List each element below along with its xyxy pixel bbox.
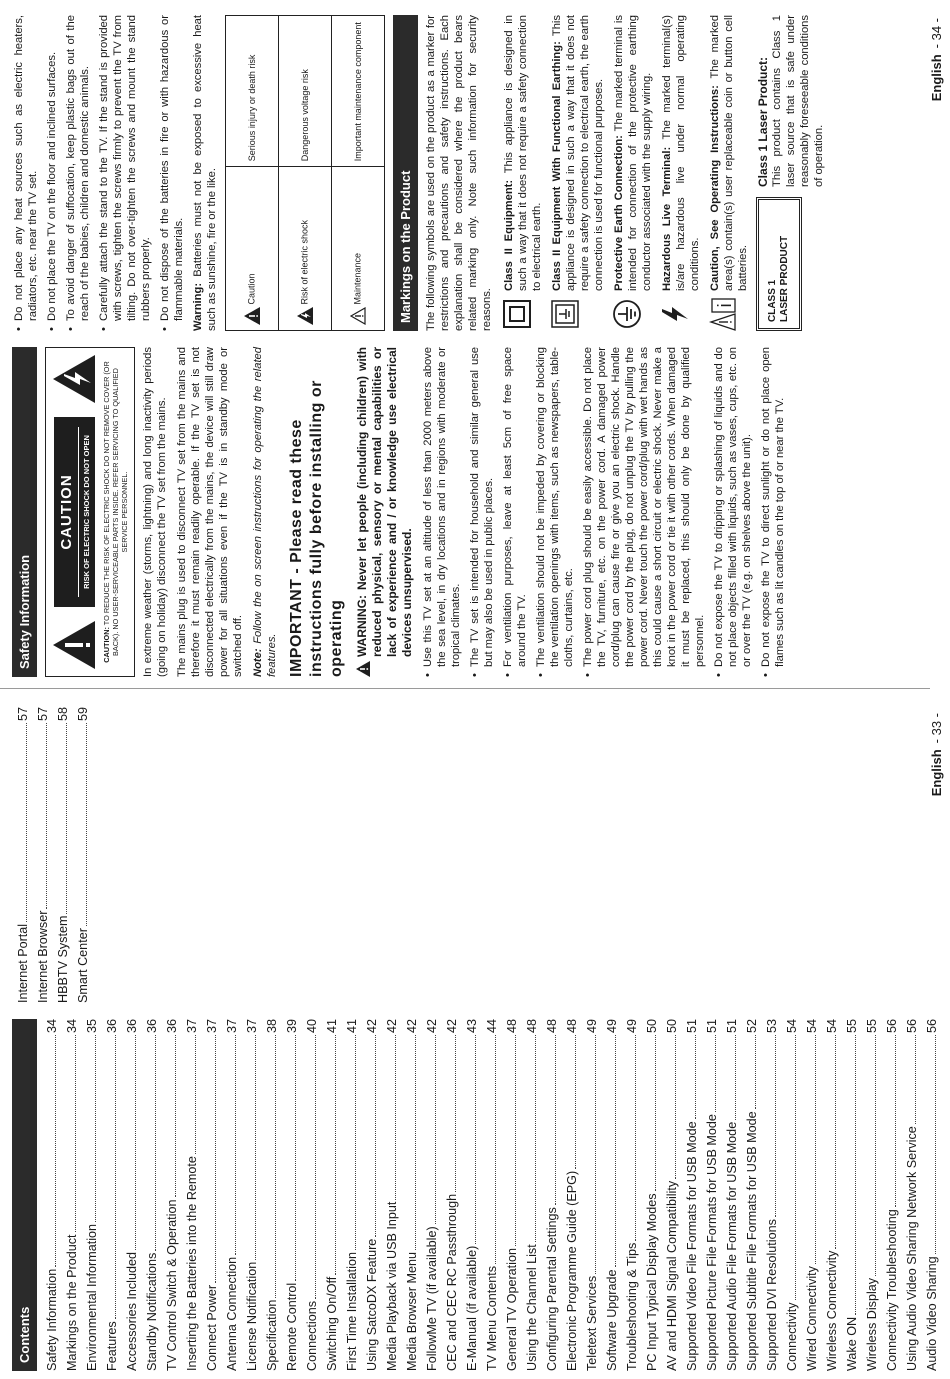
toc-entry[interactable] <box>41 1019 61 1371</box>
warning-block <box>355 347 415 677</box>
toc-column-1 <box>12 1019 941 1371</box>
laser-text: This product contains Class 1 laser source that is safe under reasonably foreseeable conditions of operation. <box>771 15 825 187</box>
note-paragraph <box>251 347 279 677</box>
toc-leader-dots <box>395 1035 396 1200</box>
toc-entry-title: Environmental Information <box>85 1224 99 1371</box>
table-cell-symbol <box>332 167 385 331</box>
caution-panel <box>54 417 95 607</box>
toc-entry-title: Smart Center <box>76 928 90 1003</box>
cs-text: The marked area(s) contain(s) user replaceable coin or button cell batteries. <box>709 15 749 291</box>
toc-entry-title: Software Upgrade <box>605 1269 619 1371</box>
toc-entry[interactable] <box>861 1019 881 1371</box>
toc-leader-dots <box>315 1035 316 1299</box>
warning-text: WARNING: Never let people (including children) with reduced physical, sensory or mental capabilities or lack of experience and / or knowledge use electrical devices unsupervised. <box>355 347 414 657</box>
caution-title: CAUTION <box>58 427 79 597</box>
caution-box <box>45 347 135 677</box>
toc-page-number: 56 <box>925 1019 939 1034</box>
safety-column-left <box>12 347 792 677</box>
toc-entry[interactable] <box>761 1019 781 1371</box>
note-label: Note: <box>252 648 264 677</box>
toc-entry-title: Wireless Connectivity <box>825 1250 839 1371</box>
class2-label: Class II Equipment: <box>503 179 515 291</box>
toc-leader-dots <box>75 1035 76 1232</box>
safety-bullet-list <box>421 347 787 677</box>
toc-entry[interactable] <box>341 1019 361 1371</box>
toc-entry-title: FollowMe TV (if available) <box>425 1226 439 1371</box>
class2f-label: Class II Equipment With Functional Earthing: <box>551 41 563 291</box>
toc-leader-dots <box>615 1035 616 1267</box>
toc-leader-dots <box>55 1035 56 1267</box>
toc-entry[interactable] <box>521 1019 541 1371</box>
pe-text: The marked terminal is intended for connection of the protective earthing conductor associated with the supply wiring. <box>613 15 653 291</box>
footer-language: English <box>929 54 944 102</box>
see-instructions-marking <box>708 15 750 331</box>
toc-entry[interactable] <box>621 1019 641 1371</box>
toc-leader-dots <box>675 1035 676 1179</box>
toc-page-number: 54 <box>805 1019 819 1034</box>
maintenance-triangle-icon <box>350 307 366 325</box>
toc-page-number: 50 <box>645 1019 659 1034</box>
toc-leader-dots <box>755 1035 756 1109</box>
footer-language: English <box>929 749 944 797</box>
toc-entry-title: Switching On/Off <box>325 1276 339 1371</box>
toc-entry-title: Specification <box>265 1299 279 1371</box>
caution-subtitle: RISK OF ELECTRIC SHOCK DO NOT OPEN <box>81 435 91 589</box>
see-manual-icon <box>708 297 738 331</box>
bullet-item: • The ventilation should not be impeded by covering or blocking the ventilation openings with items, such as newspapers, table-cloths, curtains, etc. <box>534 347 576 677</box>
battery-warning-label: Warning: <box>192 282 204 331</box>
hl-text: The marked terminal(s) is/are hazardous live under normal operating conditions. <box>661 15 701 291</box>
toc-page-number: 43 <box>465 1019 479 1034</box>
toc-leader-dots <box>46 723 47 909</box>
toc-page-number: 48 <box>565 1019 579 1034</box>
caution-body: TO REDUCE THE RISK OF ELECTRIC SHOCK DO NOT REMOVE COVER (OR BACK). NO USER-SERVICEABLE PARTS INSIDE. REFER SERVICING TO QUALIFIED SERVICE PERSONNEL. <box>102 361 129 656</box>
toc-page-number: 41 <box>345 1019 359 1034</box>
bullet-item: • To avoid danger of suffocation, keep plastic bags out of the reach of the babies, children and domestic animals. <box>64 15 92 331</box>
toc-leader-dots <box>575 1035 576 1169</box>
toc-page-number: 51 <box>685 1019 699 1034</box>
toc-entry[interactable] <box>801 1019 821 1371</box>
toc-entry-title: Audio Video Sharing <box>925 1256 939 1371</box>
table-row <box>332 16 385 331</box>
toc-page-number: 34 <box>45 1019 59 1034</box>
toc-page-number: 58 <box>56 707 70 722</box>
toc-entry-title: Supported Video File Formats for USB Mode <box>685 1121 699 1371</box>
toc-list-1 <box>41 1019 941 1371</box>
toc-entry[interactable] <box>461 1019 481 1371</box>
toc-entry[interactable] <box>181 1019 201 1371</box>
toc-leader-dots <box>655 1035 656 1191</box>
laser-marking <box>756 15 826 331</box>
bullet-item: • The power cord plug should be easily accessible. Do not place the TV, furniture, etc. on the power cord. A damaged power cord/plug can cause fire or give you an electric shock. Handle the power cord by the plug, do not unplug the TV by pulling the power cord. Never touch the power cord/plug with wet hands as this could cause a short circuit or electric shock. Never make a knot in the power cord or tie it with other cords. When damaged it must be replaced, this should only be done by qualified personnel. <box>581 347 707 677</box>
toc-entry-title: Supported Picture File Formats for USB Mode <box>705 1114 719 1371</box>
bullet-item: • The TV set is intended for household and similar general use but may also be used in public places. <box>468 347 496 677</box>
toc-page-number: 53 <box>765 1019 779 1034</box>
toc-leader-dots <box>155 1035 156 1251</box>
toc-entry[interactable] <box>401 1019 421 1371</box>
toc-page-number: 36 <box>145 1019 159 1034</box>
toc-page-number: 48 <box>525 1019 539 1034</box>
page-footer-33 <box>929 713 944 796</box>
toc-entry[interactable] <box>441 1019 461 1371</box>
toc-leader-dots <box>66 723 67 914</box>
bullet-item: • Use this TV set at an altitude of less than 2000 meters above the sea level, in dry locations and in regions with moderate or tropical climates. <box>421 347 463 677</box>
toc-leader-dots <box>275 1035 276 1298</box>
symbol-table <box>225 15 385 331</box>
toc-page-number: 42 <box>385 1019 399 1034</box>
toc-leader-dots <box>26 723 27 922</box>
toc-page-number: 37 <box>245 1019 259 1034</box>
toc-entry-title: Connect Power <box>205 1284 219 1371</box>
cs-label: Caution, See Operating Instructions: <box>709 85 721 291</box>
paragraph-extreme-weather: In extreme weather (storms, lightning) and long inactivity periods (going on holiday) disconnect the TV set from the mains. <box>142 347 168 677</box>
toc-entry[interactable] <box>541 1019 561 1371</box>
toc-entry-title: First Time Installation <box>345 1252 359 1371</box>
toc-page-number: 42 <box>365 1019 379 1034</box>
toc-leader-dots <box>355 1035 356 1250</box>
toc-entry-title: Troubleshooting & Tips <box>625 1242 639 1371</box>
toc-page-number: 36 <box>125 1019 139 1034</box>
toc-leader-dots <box>295 1035 296 1281</box>
toc-page-number: 38 <box>265 1019 279 1034</box>
toc-entry[interactable] <box>61 1019 81 1371</box>
toc-page-number: 36 <box>105 1019 119 1034</box>
toc-leader-dots <box>495 1035 496 1264</box>
toc-page-number: 39 <box>285 1019 299 1034</box>
safety-column-right <box>12 15 826 331</box>
toc-entry[interactable] <box>881 1019 901 1371</box>
page-33 <box>0 689 950 1379</box>
toc-entry[interactable] <box>701 1019 721 1371</box>
footer-page-number: - 33 - <box>929 713 944 744</box>
class2-functional-marking <box>550 15 606 331</box>
toc-leader-dots <box>895 1035 896 1207</box>
caution-label: CAUTION: <box>102 627 111 663</box>
toc-entry[interactable] <box>781 1019 801 1371</box>
toc-entry-title: AV and HDMI Signal Compatibility <box>665 1180 679 1371</box>
toc-entry-title: Inserting the Batteries into the Remote <box>185 1156 199 1371</box>
safety-heading: Safety Information <box>12 347 37 677</box>
toc-leader-dots <box>195 1035 196 1154</box>
toc-entry[interactable] <box>101 1019 121 1371</box>
toc-entry-title: Connectivity Troubleshooting <box>885 1209 899 1371</box>
page-footer-34 <box>929 18 944 101</box>
toc-entry-title: Connections <box>305 1300 319 1371</box>
toc-page-number: 42 <box>425 1019 439 1034</box>
table-cell-symbol <box>279 167 332 331</box>
toc-entry[interactable] <box>601 1019 621 1371</box>
toc-page-number: 55 <box>845 1019 859 1034</box>
contents-heading: Contents <box>12 1019 37 1371</box>
paragraph-mains-plug: The mains plug is used to disconnect TV set from the mains and therefore it must remain readily operable. If the TV set is not disconnected electrically from the mains, the device will still draw power for all situations even if the TV is in standby mode or switched off. <box>176 347 244 677</box>
toc-entry[interactable] <box>261 1019 281 1371</box>
warning-triangle-icon <box>356 661 370 677</box>
toc-page-number: 57 <box>16 707 30 722</box>
toc-page-number: 36 <box>165 1019 179 1034</box>
toc-page-number: 41 <box>325 1019 339 1034</box>
toc-entry-title: Safety Information <box>45 1268 59 1371</box>
toc-page-number: 49 <box>605 1019 619 1034</box>
toc-entry-title: PC Input Typical Display Modes <box>645 1193 659 1371</box>
toc-leader-dots <box>815 1035 816 1264</box>
toc-leader-dots <box>95 1035 96 1222</box>
toc-entry[interactable] <box>681 1019 701 1371</box>
toc-entry-title: Wireless Display <box>865 1277 879 1371</box>
toc-page-number: 37 <box>205 1019 219 1034</box>
table-cell-description: Serious injury or death risk <box>226 16 279 167</box>
toc-page-number: 51 <box>705 1019 719 1034</box>
toc-page-number: 56 <box>905 1019 919 1034</box>
footer-page-number: - 34 - <box>929 18 944 49</box>
toc-page-number: 44 <box>485 1019 499 1034</box>
toc-page-number: 55 <box>865 1019 879 1034</box>
toc-entry-title: Electronic Programme Guide (EPG) <box>565 1170 579 1371</box>
toc-page-number: 35 <box>85 1019 99 1034</box>
table-cell-description: Important maintenance component <box>332 16 385 167</box>
class2-marking <box>502 15 544 331</box>
toc-page-number: 37 <box>185 1019 199 1034</box>
symbol-maintenance-label: Maintenance <box>352 252 363 305</box>
table-cell-symbol <box>226 167 279 331</box>
toc-page-number: 56 <box>885 1019 899 1034</box>
toc-entry[interactable] <box>32 707 52 1003</box>
bullet-item: • Do not dispose of the batteries in fire or with hazardous or flammable materials. <box>158 15 186 331</box>
bullet-item: • Do not place the TV on the floor and inclined surfaces. <box>45 15 59 331</box>
toc-entry[interactable] <box>52 707 72 1003</box>
hl-label: Hazardous Live Terminal: <box>661 146 673 291</box>
toc-page-number: 59 <box>76 707 90 722</box>
toc-entry[interactable] <box>281 1019 301 1371</box>
toc-entry[interactable] <box>841 1019 861 1371</box>
toc-entry-title: License Notification <box>245 1261 259 1371</box>
toc-entry[interactable] <box>901 1019 921 1371</box>
toc-entry[interactable] <box>221 1019 241 1371</box>
toc-entry[interactable] <box>581 1019 601 1371</box>
toc-entry-title: Remote Control <box>285 1282 299 1371</box>
table-row <box>226 16 279 331</box>
toc-entry-title: Using the Channel List <box>525 1244 539 1371</box>
toc-entry[interactable] <box>921 1019 941 1371</box>
toc-entry-title: Wake ON <box>845 1316 859 1371</box>
toc-leader-dots <box>595 1035 596 1274</box>
toc-entry-title: Configuring Parental Settings <box>545 1207 559 1371</box>
bullet-item: • For ventilation purposes, leave at least 5cm of free space around the TV. <box>501 347 529 677</box>
toc-leader-dots <box>515 1035 516 1246</box>
toc-leader-dots <box>935 1035 936 1254</box>
electric-shock-triangle-icon <box>297 307 313 325</box>
toc-leader-dots <box>435 1035 436 1224</box>
toc-entry-title: Internet Browser <box>36 910 50 1003</box>
toc-entry[interactable] <box>301 1019 321 1371</box>
toc-entry-title: Teletext Services <box>585 1275 599 1371</box>
toc-leader-dots <box>455 1035 456 1192</box>
toc-page-number: 54 <box>785 1019 799 1034</box>
page-34 <box>0 0 950 689</box>
toc-entry[interactable] <box>241 1019 261 1371</box>
bullet-item: • Do not expose the TV to direct sunlight or do not place open flames such as lit candles on the top of or near the TV. <box>759 347 787 677</box>
toc-entry-title: Features <box>105 1321 119 1371</box>
table-cell-description: Dangerous voltage risk <box>279 16 332 167</box>
toc-leader-dots <box>555 1035 556 1205</box>
toc-entry-title: General TV Operation <box>505 1248 519 1371</box>
toc-leader-dots <box>915 1035 916 1124</box>
toc-entry-title: Supported DVI Resolutions <box>765 1219 779 1371</box>
bullet-item: • Do not place any heat sources such as electric heaters, radiators, etc. near the TV set. <box>12 15 40 331</box>
toc-leader-dots <box>475 1035 476 1244</box>
toc-leader-dots <box>255 1035 256 1260</box>
toc-entry-title: Wired Connectivity <box>805 1266 819 1371</box>
markings-intro: The following symbols are used on the product as a marker for restrictions and precautions and safety instructions. Each explanation shall be considered where the product bears related marking only. Note such information for security reasons. <box>425 15 493 331</box>
toc-entry[interactable] <box>821 1019 841 1371</box>
toc-entry-title: Media Playback via USB Input <box>385 1201 399 1371</box>
toc-entry[interactable] <box>481 1019 501 1371</box>
toc-entry[interactable] <box>201 1019 221 1371</box>
toc-page-number: 42 <box>405 1019 419 1034</box>
toc-leader-dots <box>695 1035 696 1119</box>
toc-leader-dots <box>635 1035 636 1241</box>
toc-leader-dots <box>235 1035 236 1255</box>
toc-entry[interactable] <box>12 707 32 1003</box>
toc-leader-dots <box>715 1035 716 1112</box>
toc-entry[interactable] <box>661 1019 681 1371</box>
toc-leader-dots <box>215 1035 216 1283</box>
toc-leader-dots <box>175 1035 176 1197</box>
toc-entry[interactable] <box>381 1019 401 1371</box>
toc-entry[interactable] <box>72 707 92 1003</box>
toc-entry-title: Using Audio Video Sharing Network Service <box>905 1126 919 1371</box>
toc-page-number: 51 <box>725 1019 739 1034</box>
laser-box-line-1: CLASS 1 <box>767 279 778 322</box>
toc-entry-title: Using SatcoDX Feature <box>365 1238 379 1371</box>
class2-text: This appliance is designed in such a way that it does not require a safety connection to electrical earth. <box>503 14 543 291</box>
pe-label: Protective Earth Connection: <box>613 135 625 291</box>
right-bullet-list <box>12 15 186 331</box>
laser-heading: Class 1 Laser Product: <box>756 56 770 187</box>
toc-page-number: 34 <box>65 1019 79 1034</box>
toc-entry-title: Internet Portal <box>16 923 30 1003</box>
important-heading: IMPORTANT - Please read these instructions fully before installing or operating <box>288 380 345 677</box>
toc-entry-title: TV Control Switch & Operation <box>165 1199 179 1371</box>
toc-entry-title: TV Menu Contents <box>485 1266 499 1371</box>
toc-entry[interactable] <box>161 1019 181 1371</box>
toc-entry[interactable] <box>81 1019 101 1371</box>
class2f-text: This appliance is designed in such a way that it does not require a safety connection to electrical earth, the earth connection is used for functional purposes. <box>551 15 605 291</box>
laser-box-line-2: LASER PRODUCT <box>779 235 790 322</box>
toc-entry-title: HBBTV System <box>56 915 70 1003</box>
toc-entry[interactable] <box>721 1019 741 1371</box>
symbol-caution-label: Caution <box>246 273 257 305</box>
toc-leader-dots <box>835 1035 836 1249</box>
bullet-item: • Do not expose the TV to dripping or splashing of liquids and do not place objects filled with liquids, such as vases, cups, etc. on or over the TV (e.g. on shelves above the unit). <box>712 347 754 677</box>
toc-entry-title: Supported Audio File Formats for USB Mode <box>725 1121 739 1371</box>
toc-page-number: 48 <box>545 1019 559 1034</box>
toc-page-number: 40 <box>305 1019 319 1034</box>
double-square-icon <box>502 297 532 331</box>
toc-page-number: 49 <box>625 1019 639 1034</box>
toc-leader-dots <box>855 1035 856 1315</box>
functional-earth-icon <box>550 297 580 331</box>
exclamation-triangle-icon <box>51 619 97 671</box>
toc-entry[interactable] <box>641 1019 661 1371</box>
toc-leader-dots <box>775 1035 776 1217</box>
toc-entry-title: Accessories Included <box>125 1251 139 1371</box>
battery-warning <box>191 15 219 331</box>
toc-page-number: 42 <box>445 1019 459 1034</box>
symbol-shock-label: Risk of electric shock <box>299 219 310 305</box>
markings-heading: Markings on the Product <box>393 15 418 331</box>
table-row <box>279 16 332 331</box>
toc-entry[interactable] <box>141 1019 161 1371</box>
toc-entry-title: Supported Subtitle File Formats for USB Mode <box>745 1111 759 1371</box>
toc-entry-title: Standby Notifications <box>145 1252 159 1371</box>
toc-page-number: 57 <box>36 707 50 722</box>
toc-leader-dots <box>795 1035 796 1300</box>
toc-entry[interactable] <box>121 1019 141 1371</box>
toc-page-number: 49 <box>585 1019 599 1034</box>
toc-leader-dots <box>375 1035 376 1237</box>
toc-page-number: 52 <box>745 1019 759 1034</box>
toc-entry[interactable] <box>501 1019 521 1371</box>
toc-entry-title: Markings on the Product <box>65 1234 79 1371</box>
note-text: Follow the on screen instructions for operating the related features. <box>252 347 278 677</box>
caution-text <box>102 353 129 671</box>
toc-leader-dots <box>335 1035 336 1275</box>
toc-page-number: 48 <box>505 1019 519 1034</box>
toc-leader-dots <box>875 1035 876 1276</box>
toc-entry[interactable] <box>561 1019 581 1371</box>
toc-entry-title: E-Manual (if available) <box>465 1245 479 1371</box>
toc-entry[interactable] <box>361 1019 381 1371</box>
protective-earth-marking <box>612 15 654 331</box>
toc-entry-title: CEC and CEC RC Passthrough <box>445 1193 459 1371</box>
toc-leader-dots <box>415 1035 416 1250</box>
toc-entry-title: Connectivity <box>785 1302 799 1371</box>
toc-entry[interactable] <box>421 1019 441 1371</box>
toc-leader-dots <box>135 1035 136 1250</box>
toc-page-number: 54 <box>825 1019 839 1034</box>
toc-leader-dots <box>115 1035 116 1319</box>
toc-page-number: 37 <box>225 1019 239 1034</box>
toc-page-number: 50 <box>665 1019 679 1034</box>
lightning-bolt-icon <box>660 297 690 331</box>
toc-column-2 <box>12 707 92 1003</box>
toc-leader-dots <box>86 723 87 926</box>
toc-entry-title: Media Browser Menu <box>405 1252 419 1371</box>
hazardous-live-marking <box>660 15 702 331</box>
bullet-item: • Carefully attach the stand to the TV. If the stand is provided with screws, tighten the screws firmly to prevent the TV from tilting. Do not over-tighten the screws and mount the stand rubbers properly. <box>97 15 153 331</box>
toc-list-2 <box>12 707 92 1003</box>
toc-entry-title: Antenna Connection <box>225 1256 239 1371</box>
battery-warning-text: Batteries must not be exposed to excessive heat such as sunshine, fire or the like. <box>192 14 218 331</box>
toc-leader-dots <box>535 1035 536 1242</box>
toc-leader-dots <box>735 1035 736 1120</box>
lightning-triangle-icon <box>51 353 97 405</box>
toc-entry[interactable] <box>741 1019 761 1371</box>
protective-earth-icon <box>612 297 642 331</box>
caution-triangle-icon <box>244 307 260 325</box>
toc-entry[interactable] <box>321 1019 341 1371</box>
laser-label-box <box>756 197 802 331</box>
